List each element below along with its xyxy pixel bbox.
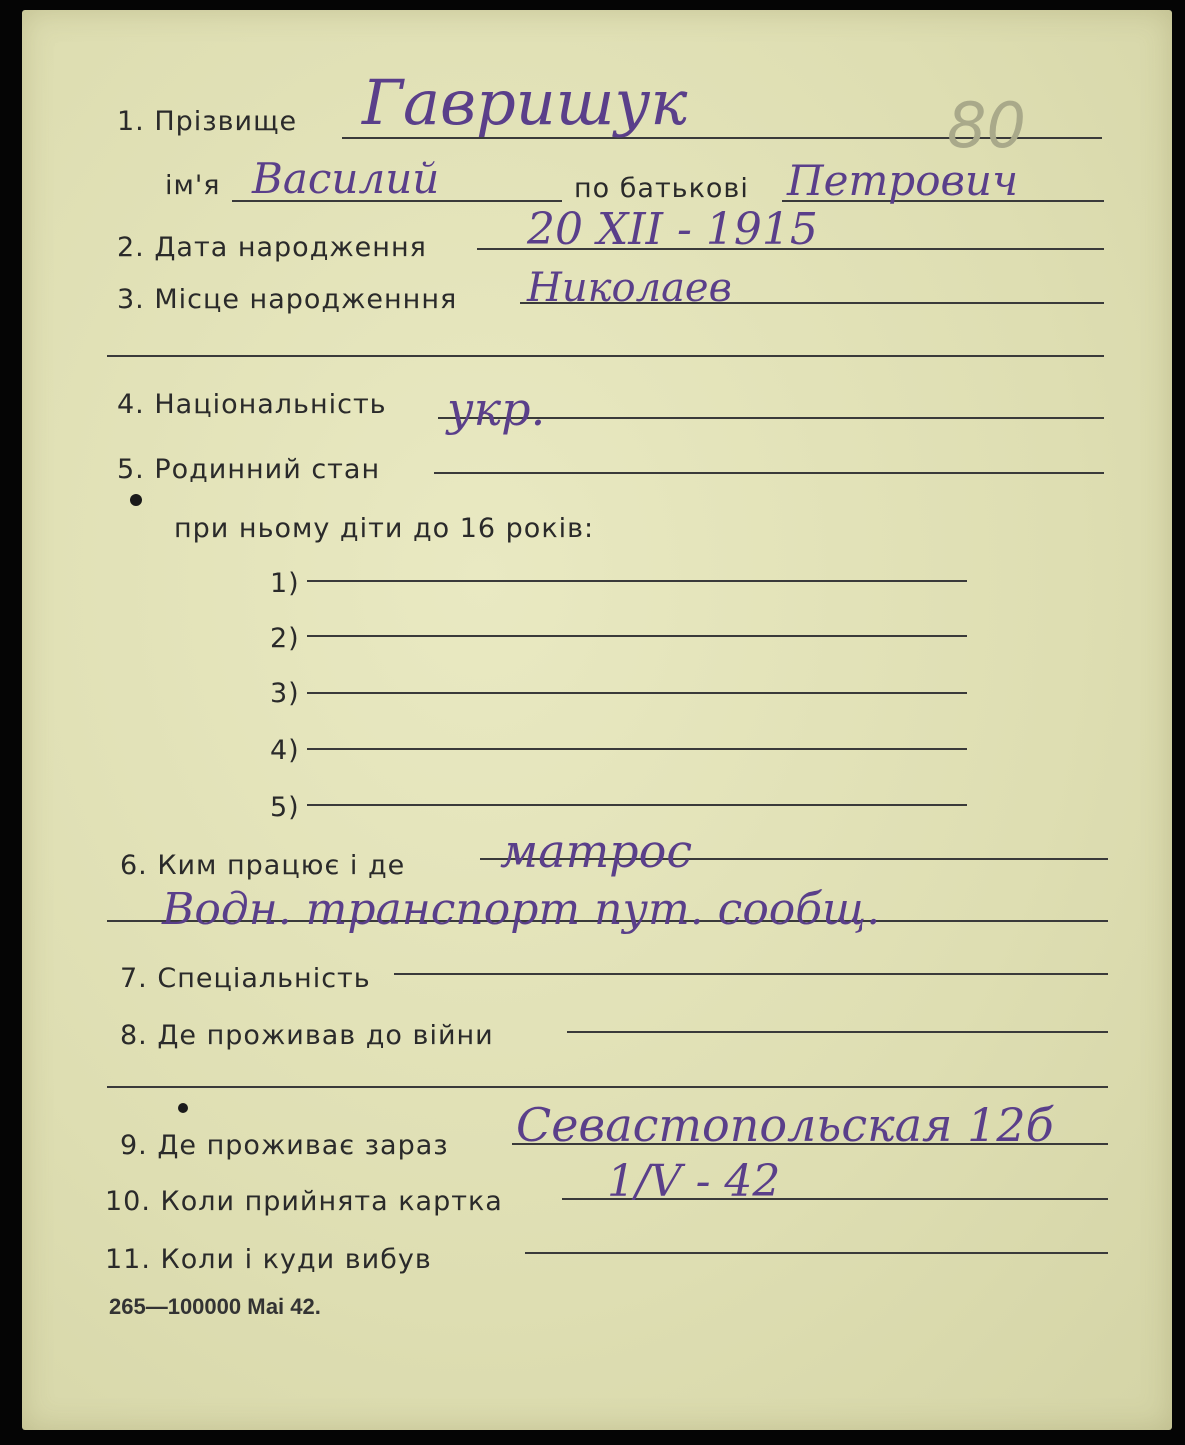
print-code: 265—100000 Маі 42.: [109, 1294, 321, 1319]
current-address-label: 9. Де проживає зараз: [120, 1130, 449, 1161]
child-2-line: [307, 635, 967, 637]
prewar-residence-line-2: [107, 1086, 1108, 1088]
child-4-line: [307, 748, 967, 750]
birth-place-line-2: [107, 355, 1104, 357]
patronymic-label: по батькові: [574, 173, 749, 204]
departure-label: 11. Коли і куди вибув: [105, 1244, 432, 1275]
child-1-label: 1): [270, 568, 300, 599]
registration-card: [22, 10, 1172, 1430]
surname-label: 1. Прізвище: [117, 106, 298, 137]
nationality-value: укр.: [447, 382, 546, 436]
specialty-label: 7. Спеціальність: [120, 963, 371, 994]
work-label: 6. Ким працює і де: [120, 850, 406, 881]
card-date-label: 10. Коли прийнята картка: [105, 1186, 503, 1217]
prewar-residence-line: [567, 1031, 1108, 1033]
specialty-line: [394, 973, 1108, 975]
family-status-line: [434, 472, 1104, 474]
current-address-value: Севастопольская 12б: [516, 1098, 1054, 1152]
child-4-label: 4): [270, 735, 300, 766]
child-5-label: 5): [270, 792, 300, 823]
child-2-label: 2): [270, 623, 300, 654]
stamp-number: 80: [947, 89, 1026, 162]
departure-line: [525, 1252, 1108, 1254]
patronymic-value: Петрович: [787, 156, 1019, 205]
birth-date-label: 2. Дата народження: [117, 232, 427, 263]
family-status-label: 5. Родинний стан: [117, 454, 381, 485]
name-value: Василий: [252, 154, 440, 203]
child-5-line: [307, 804, 967, 806]
surname-value: Гавришук: [362, 66, 688, 139]
name-label: ім'я: [165, 170, 221, 201]
punch-hole: [178, 1103, 188, 1113]
card-date-value: 1/V - 42: [607, 1156, 781, 1207]
birth-place-value: Николаев: [527, 265, 732, 311]
child-3-label: 3): [270, 678, 300, 709]
child-1-line: [307, 580, 967, 582]
punch-hole: [130, 494, 142, 506]
children-label: при ньому діти до 16 років:: [174, 513, 595, 544]
birth-place-label: 3. Місце народженння: [117, 284, 458, 315]
prewar-residence-label: 8. Де проживав до війни: [120, 1020, 494, 1051]
nationality-label: 4. Національність: [117, 389, 387, 420]
work-place-value: Водн. транспорт пут. сообщ.: [162, 884, 881, 935]
work-value: матрос: [500, 824, 693, 878]
birth-date-value: 20 XII - 1915: [527, 204, 818, 255]
child-3-line: [307, 692, 967, 694]
